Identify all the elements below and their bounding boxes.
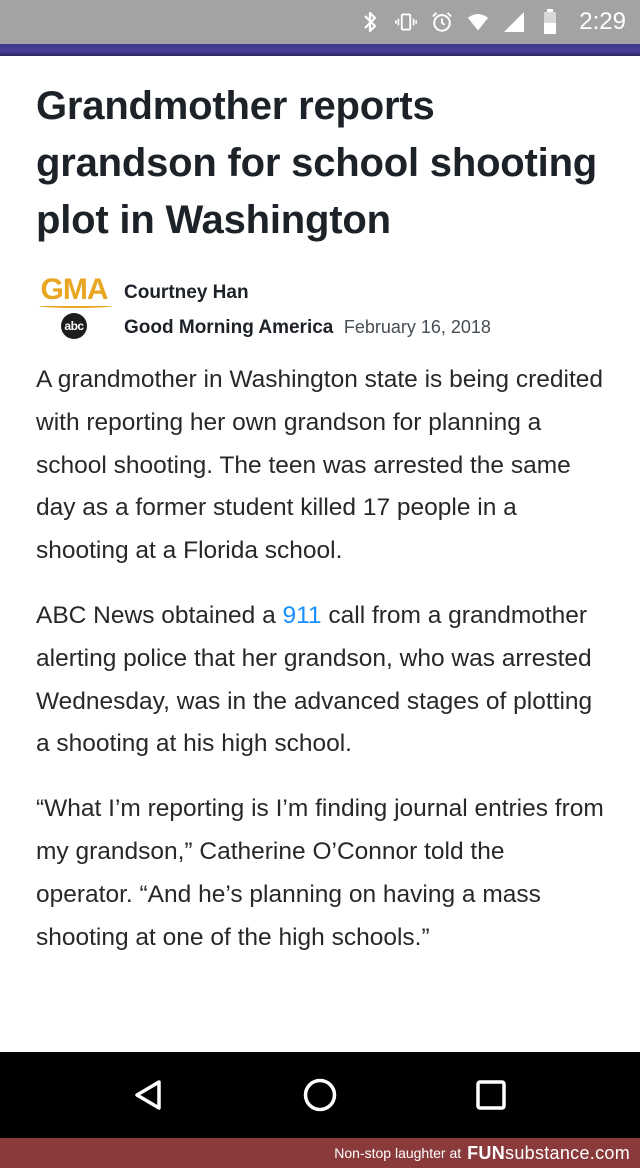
watermark-brand: [467, 1143, 630, 1164]
watermark-brand-rest: substance.com: [505, 1142, 630, 1163]
gma-logo-text: GMA: [40, 273, 108, 306]
byline-text: [124, 275, 491, 341]
abc-logo-text: abc: [64, 319, 84, 333]
source-name[interactable]: Good Morning America: [124, 317, 334, 338]
back-button[interactable]: [119, 1065, 179, 1125]
watermark-text: Non-stop laughter at: [334, 1145, 462, 1161]
recents-icon: [475, 1079, 507, 1111]
home-icon: [302, 1077, 338, 1113]
article-headline: Grandmother reports grandson for school shooting plot in Washington: [36, 84, 598, 242]
back-icon: [132, 1078, 166, 1112]
article[interactable]: [0, 56, 640, 1052]
article-paragraph-3: “What I’m reporting is I’m finding journal entries from my grandson,” Catherine O’Connor told the operator. “And he’s planning on having a mass shooting at one of the high schools.”: [36, 795, 604, 951]
byline: [36, 275, 604, 345]
abc-logo: [61, 313, 87, 339]
911-link[interactable]: 911: [282, 601, 322, 629]
gma-swoosh-icon: [39, 304, 112, 308]
gma-logo: [41, 275, 108, 305]
recents-button[interactable]: [461, 1065, 521, 1125]
paragraph-2-after: call from a grandmother alerting police that her grandson, who was arrested Wednesday, was in the advanced stages of plotting a shooting at his high school.: [36, 601, 593, 758]
status-bar: [0, 0, 640, 44]
battery-icon: [539, 10, 561, 34]
alarm-icon: [431, 10, 453, 34]
article-paragraph-2: [36, 595, 604, 766]
paragraph-2-before: ABC News obtained a: [36, 601, 283, 629]
bluetooth-icon: [359, 10, 381, 34]
wifi-icon: [467, 10, 489, 34]
watermark-brand-bold: FUN: [467, 1142, 506, 1163]
watermark-bar: [0, 1138, 640, 1168]
publish-date: February 16, 2018: [343, 317, 491, 337]
article-paragraph-1: A grandmother in Washington state is being credited with reporting her own grandson for planning a school shooting. The teen was arrested the same day as a former student killed 17 people in a shooting at a Florida school.: [36, 366, 604, 565]
browser-accent-strip: [0, 44, 640, 56]
source-line: [124, 315, 491, 341]
vibrate-icon: [395, 10, 417, 34]
navigation-bar: [0, 1052, 640, 1138]
cell-signal-icon: [503, 10, 525, 34]
author-name[interactable]: Courtney Han: [124, 282, 249, 303]
status-time: 2:29: [579, 8, 626, 35]
publisher-logo[interactable]: [36, 275, 112, 339]
home-button[interactable]: [290, 1065, 350, 1125]
